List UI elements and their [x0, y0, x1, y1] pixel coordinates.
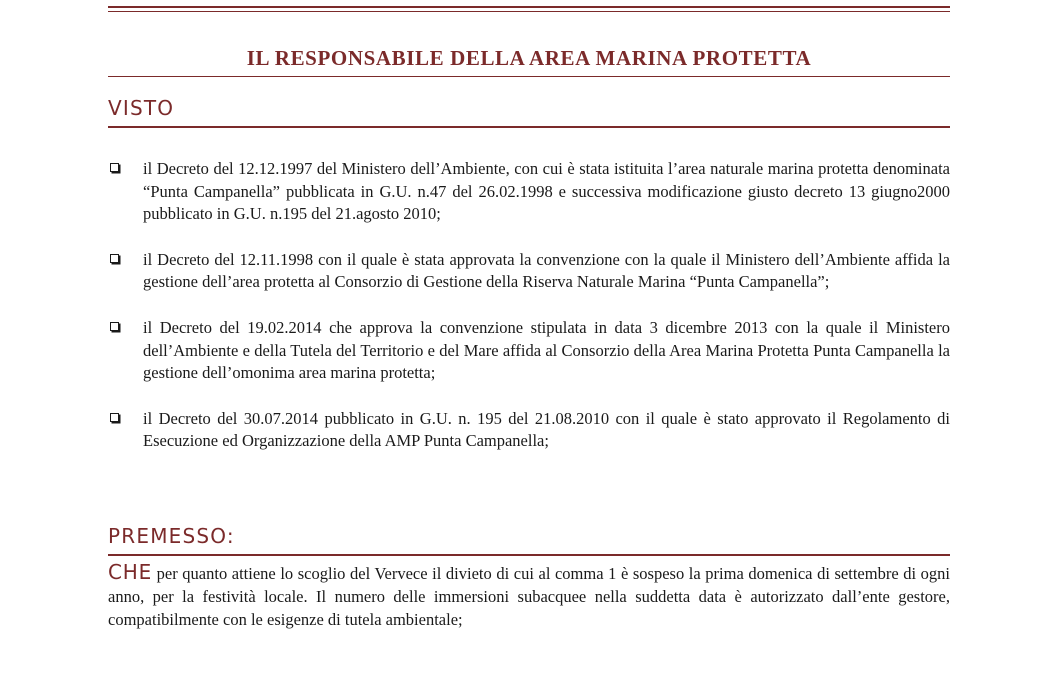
premesso-text: per quanto attiene lo scoglio del Vervece il divieto di cui al comma 1 è sospeso la prima domenica di settembre di ogni anno, per la festività locale. Il numero delle immersioni subacquee nella suddetta data è autorizzato dall’ente gestore, compatibilmente con le esigenze di tutela ambientale;	[108, 564, 950, 629]
premesso-paragraph	[108, 561, 950, 631]
checkbox-bullet-icon	[110, 322, 119, 331]
list-item-text: il Decreto del 30.07.2014 pubblicato in G.U. n. 195 del 21.08.2010 con il quale è stato approvato il Regolamento di Esecuzione ed Organizzazione della AMP Punta Campanella;	[143, 408, 950, 451]
che-lead-word: CHE	[108, 560, 153, 584]
checkbox-bullet-icon	[110, 163, 119, 172]
document-title: IL RESPONSABILE DELLA AREA MARINA PROTETTA	[246, 46, 812, 70]
visto-list	[108, 158, 950, 476]
top-double-rule	[108, 6, 950, 12]
checkbox-bullet-icon	[110, 254, 119, 263]
visto-rule	[108, 126, 950, 128]
list-item	[108, 408, 950, 453]
visto-heading: VISTO	[108, 96, 175, 120]
list-item-text: il Decreto del 12.12.1997 del Ministero dell’Ambiente, con cui è stata istituita l’area naturale marina protetta denominata “Punta Campanella” pubblicata in G.U. n.47 del 26.02.1998 e successiva modificazione giusto decreto 13 giugno2000 pubblicato in G.U. n.195 del 21.agosto 2010;	[143, 159, 950, 224]
premesso-rule	[108, 554, 950, 556]
list-item	[108, 158, 950, 226]
checkbox-bullet-icon	[110, 413, 119, 422]
list-item-text: il Decreto del 19.02.2014 che approva la convenzione stipulata in data 3 dicembre 2013 con la quale il Ministero dell’Ambiente e della Tutela del Territorio e del Mare affida al Consorzio della Area Marina Protetta Punta Campanella la gestione dell’omonima area marina protetta;	[143, 317, 950, 383]
list-item	[108, 249, 950, 294]
list-item-text: il Decreto del 12.11.1998 con il quale è stata approvata la convenzione con la quale il Ministero dell’Ambiente affida la gestione dell’area protetta al Consorzio di Gestione della Riserva Naturale Marina “Punta Campanella”;	[143, 249, 950, 292]
list-item	[108, 317, 950, 385]
document-page	[108, 0, 950, 675]
title-rule	[108, 76, 950, 77]
premesso-heading: PREMESSO:	[108, 524, 235, 548]
